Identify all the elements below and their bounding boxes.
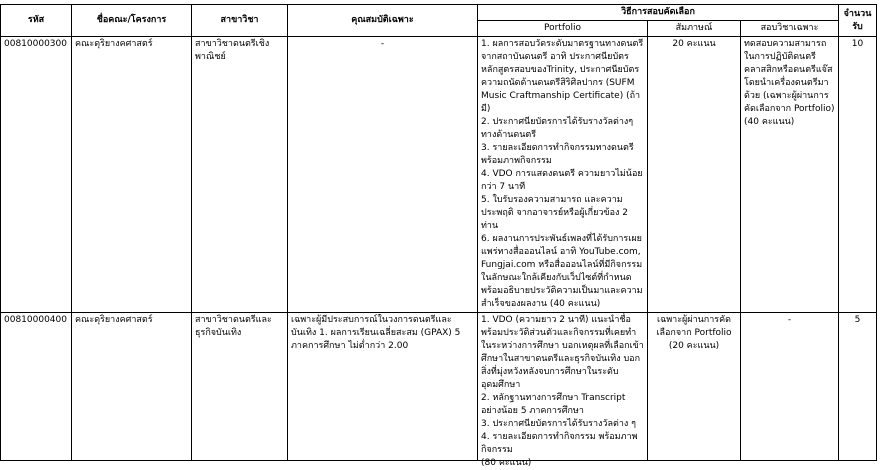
portfolio-item: 3. รายละเอียดการทำกิจกรรมทางดนตรี พร้อมภาพกิจกรรม: [481, 143, 634, 166]
cell-qualification: เฉพาะผู้มีประสบการณ์ในวงการดนตรีและบันเทิง 1. ผลการเรียนเฉลี่ยสะสม (GPAX) 5 ภาคการศึกษา ไม่ต่ำกว่า 2.00: [288, 313, 478, 461]
header-seats: [839, 5, 877, 37]
cell-seats: 10: [839, 37, 877, 313]
cell-interview: เฉพาะผู้ผ่านการคัดเลือกจาก Portfolio (20 คะแนน): [648, 313, 741, 461]
cell-portfolio: [478, 37, 648, 313]
cell-specific-test: ทดสอบความสามารถในการปฏิบัติดนตรีคลาสสิกหรือดนตรีแจ๊สโดยนำเครื่องดนตรีมาด้วย (เฉพาะผู้ผ่านการคัดเลือกจาก Portfolio) (40 คะแนน): [741, 37, 839, 313]
header-selection: วิธีการสอบคัดเลือก: [478, 5, 839, 21]
portfolio-item: 1. ผลการสอบวัดระดับมาตรฐานทางดนตรีจากสถาบันดนตรี อาทิ ประกาศนียบัตรหลักสูตรสอบของTrinity, ประกาศนียบัตรความถนัดด้านดนตรีสิริศิลปากร (SUFM Music Craftmanship Certificate) (ถ้ามี): [481, 39, 644, 114]
portfolio-item: (80 คะแนน): [481, 458, 532, 468]
portfolio-item: 3. ประกาศนียบัตรการได้รับรางวัลต่าง ๆ: [481, 419, 636, 429]
portfolio-item: 2. ประกาศนียบัตรการได้รับรางวัลต่างๆ ทางด้านดนตรี: [481, 117, 634, 140]
portfolio-item: 1. VDO (ความยาว 2 นาที) แนะนำชื่อ พร้อมประวัติส่วนตัวและกิจกรรมที่เคยทำในระหว่างการศึกษา บอกเหตุผลที่เลือกเข้าศึกษาในสาขาดนตรีและธุรกิจบันเทิง บอกสิ่งที่มุ่งหวังหลังจบการศึกษาในระดับอุดมศึกษา: [481, 315, 644, 390]
cell-faculty: คณะดุริยางคศาสตร์: [72, 313, 192, 461]
cell-code: 00810000300: [1, 37, 72, 313]
cell-major: สาขาวิชาดนตรีเชิงพาณิชย์: [192, 37, 288, 313]
portfolio-item: 5. ใบรับรองความสามารถ และความประพฤติ จากอาจารย์หรือผู้เกี่ยวข้อง 2 ท่าน: [481, 195, 628, 231]
header-faculty: ชื่อคณะ/โครงการ: [72, 5, 192, 37]
portfolio-item: 4. VDO การแสดงดนตรี ความยาวไม่น้อยกว่า 7 นาที: [481, 169, 643, 192]
header-seats-line1: จำนวน: [843, 8, 872, 19]
header-interview: สัมภาษณ์: [648, 21, 741, 37]
cell-seats: 5: [839, 313, 877, 461]
cell-portfolio: [478, 313, 648, 468]
cell-qualification: -: [288, 37, 478, 313]
header-portfolio: Portfolio: [478, 21, 648, 37]
header-code: รหัส: [1, 5, 72, 37]
admission-table: [0, 4, 877, 468]
portfolio-item: 2. หลักฐานทางการศึกษา Transcript อย่างน้อย 5 ภาคการศึกษา: [481, 393, 626, 416]
header-specific-test: สอบวิชาเฉพาะ: [741, 21, 839, 37]
header-major: สาขาวิชา: [192, 5, 288, 37]
header-seats-line2: รับ: [852, 21, 863, 32]
cell-code: 00810000400: [1, 313, 72, 461]
portfolio-item: 4. รายละเอียดการทำกิจกรรม พร้อมภาพกิจกรรม: [481, 432, 638, 455]
table-row: [1, 37, 877, 313]
cell-specific-test: -: [741, 313, 839, 461]
cell-interview: 20 คะแนน: [648, 37, 741, 313]
table-row: [1, 313, 877, 461]
cell-major: สาขาวิชาดนตรีและธุรกิจบันเทิง: [192, 313, 288, 461]
portfolio-item: 6. ผลงานการประพันธ์เพลงที่ได้รับการเผยแพร่ทางสื่อออนไลน์ อาทิ YouTube.com, Fungjai.com หรือสื่อออนไลน์ที่มีกิจกรรมในลักษณะใกล้เคียงกับเว็ปไซต์ที่กำหนด พร้อมอธิบายประวัติความเป็นมาและความสำเร็จของผลงาน (40 คะแนน): [481, 234, 643, 309]
header-qualification: คุณสมบัติเฉพาะ: [288, 5, 478, 37]
cell-faculty: คณะดุริยางคศาสตร์: [72, 37, 192, 313]
